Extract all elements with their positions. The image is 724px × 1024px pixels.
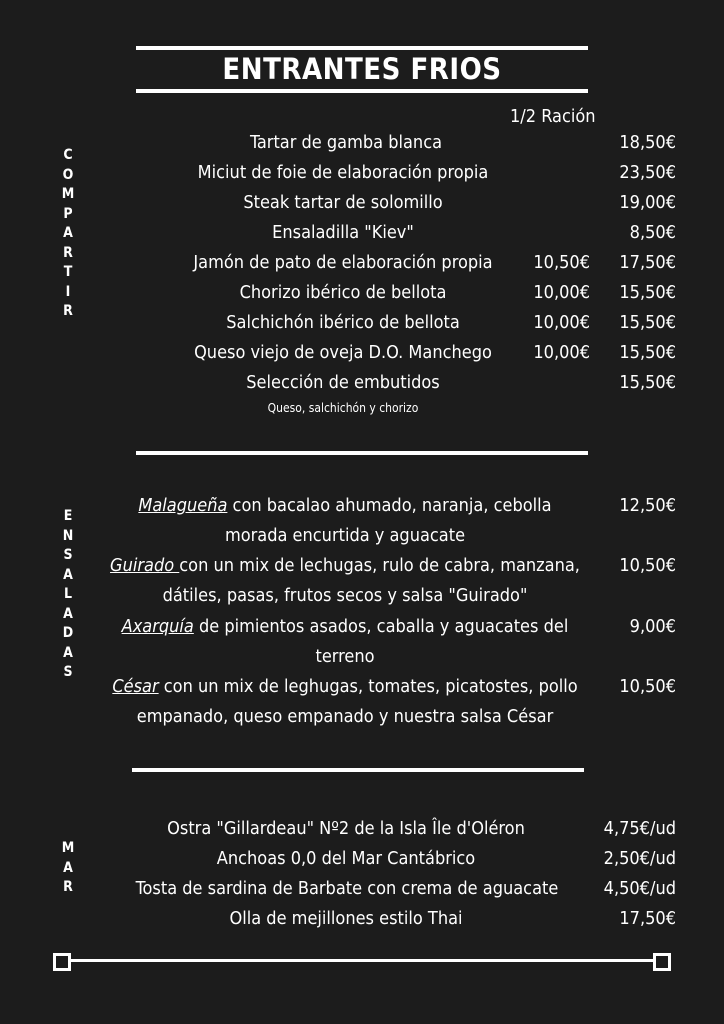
item-half-price: 10,00€ [533, 342, 590, 363]
menu-item [0, 368, 724, 398]
section-divider [132, 768, 584, 772]
item-name: Salchichón ibérico de bellota [226, 312, 460, 333]
item-price: 17,50€ [619, 908, 676, 929]
item-name: Olla de mejillones estilo Thai [229, 908, 463, 929]
menu-item [0, 158, 724, 188]
item-note: Queso, salchichón y chorizo [267, 401, 419, 415]
salad-item [110, 491, 580, 551]
divider-end-left [53, 953, 71, 971]
item-price: 4,75€/ud [603, 818, 676, 839]
item-half-price: 10,50€ [533, 252, 590, 273]
item-name: Miciut de foie de elaboración propia [197, 162, 489, 183]
menu-item [0, 188, 724, 218]
salad-description: con un mix de lechugas, rulo de cabra, manzana, dátiles, pasas, frutos secos y salsa "Guirado" [162, 555, 580, 606]
salad-item [110, 612, 580, 672]
title-bottom-rule [136, 89, 588, 93]
item-price: 19,00€ [619, 192, 676, 213]
section-label-mar: M A R [61, 840, 75, 895]
salad-item [100, 672, 590, 732]
menu-item [0, 308, 724, 338]
item-name: Chorizo ibérico de bellota [239, 282, 447, 303]
item-price: 15,50€ [619, 342, 676, 363]
item-price: 4,50€/ud [603, 878, 676, 899]
section-label-compartir: C O M P A R T I R [61, 147, 75, 319]
salad-name: César [112, 676, 159, 697]
section-label-ensaladas: E N S A L A D A S [62, 508, 74, 680]
item-name: Steak tartar de solomillo [243, 192, 443, 213]
title-top-rule [136, 46, 588, 50]
item-price: 2,50€/ud [603, 848, 676, 869]
menu-item [0, 844, 724, 874]
menu-item [0, 218, 724, 248]
item-name: Anchoas 0,0 del Mar Cantábrico [216, 848, 476, 869]
salad-price: 10,50€ [619, 676, 676, 697]
salad-description: con bacalao ahumado, naranja, cebolla morada encurtida y aguacate [224, 495, 552, 546]
half-ration-header: 1/2 Ración [510, 106, 596, 127]
item-name: Ensaladilla "Kiev" [272, 222, 414, 243]
item-name: Queso viejo de oveja D.O. Manchego [194, 342, 492, 363]
bottom-divider [60, 959, 662, 962]
salad-name: Malagueña [138, 495, 228, 516]
item-name: Selección de embutidos [246, 372, 440, 393]
salad-price: 10,50€ [619, 555, 676, 576]
salad-description: de pimientos asados, caballa y aguacates del terreno [193, 616, 569, 667]
item-name: Ostra "Gillardeau" Nº2 de la Isla Île d'Oléron [167, 818, 525, 839]
item-price: 17,50€ [619, 252, 676, 273]
item-price: 15,50€ [619, 312, 676, 333]
menu-item [0, 248, 724, 278]
item-price: 18,50€ [619, 132, 676, 153]
item-name: Tartar de gamba blanca [249, 132, 443, 153]
salad-name: Axarquía [121, 616, 194, 637]
item-name: Jamón de pato de elaboración propia [193, 252, 493, 273]
menu-item [0, 128, 724, 158]
item-half-price: 10,00€ [533, 312, 590, 333]
salad-price: 12,50€ [619, 495, 676, 516]
menu-item [0, 904, 724, 934]
menu-item [0, 338, 724, 368]
menu-item [0, 874, 724, 904]
item-price: 15,50€ [619, 282, 676, 303]
item-price: 8,50€ [629, 222, 676, 243]
salad-name: Guirado [110, 555, 180, 576]
salad-item [100, 551, 590, 611]
menu-item [0, 814, 724, 844]
item-price: 15,50€ [619, 372, 676, 393]
section-divider [136, 451, 588, 455]
item-name: Tosta de sardina de Barbate con crema de aguacate [135, 878, 559, 899]
divider-end-right [653, 953, 671, 971]
page-title: ENTRANTES FRIOS [222, 52, 502, 86]
salad-price: 9,00€ [629, 616, 676, 637]
item-half-price: 10,00€ [533, 282, 590, 303]
menu-item [0, 278, 724, 308]
item-price: 23,50€ [619, 162, 676, 183]
salad-description: con un mix de leghugas, tomates, picatostes, pollo empanado, queso empanado y nuestra salsa César [136, 676, 578, 727]
